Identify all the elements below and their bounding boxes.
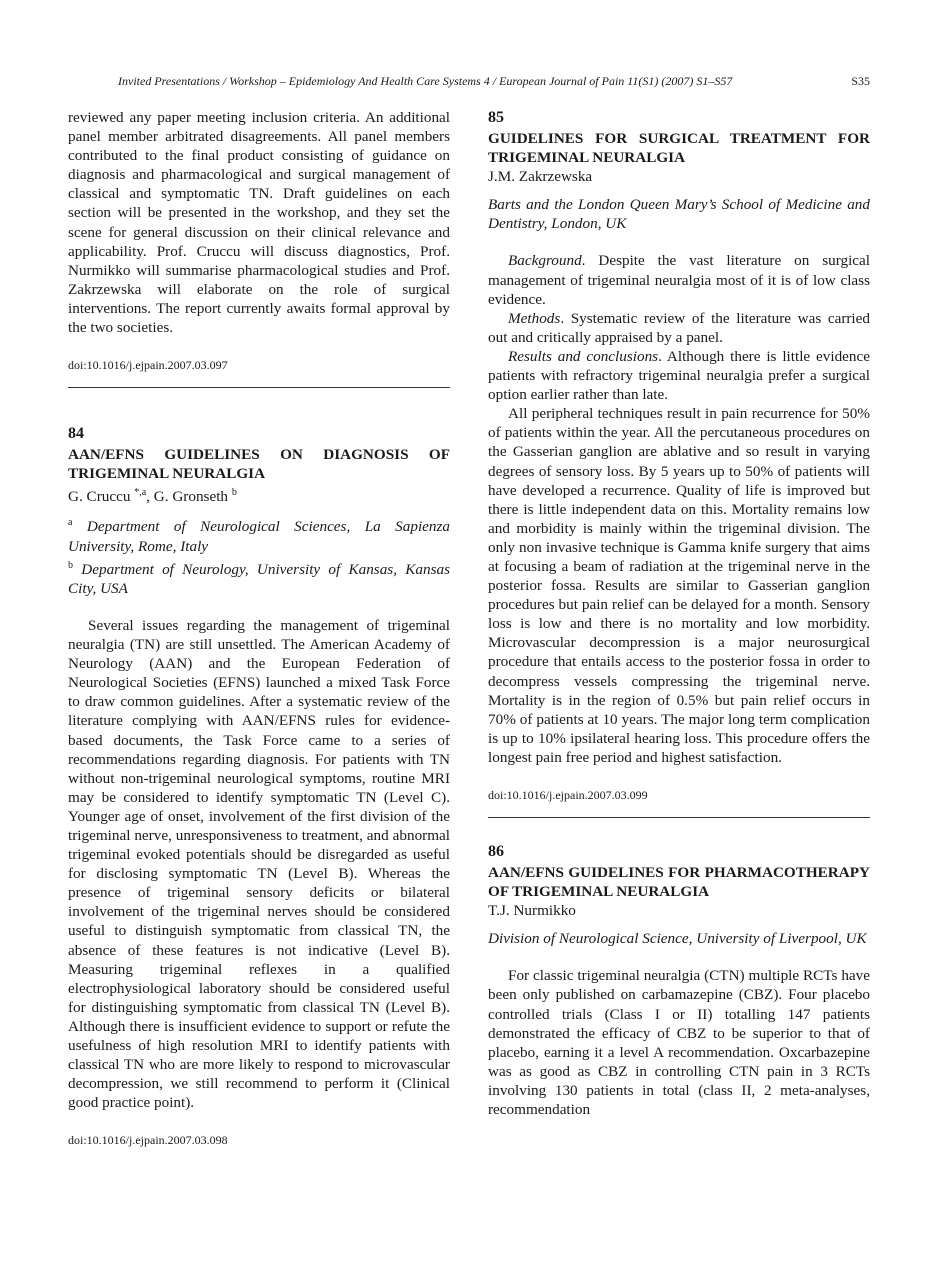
author-name: , G. Gronseth [146,488,229,506]
running-header [118,73,870,89]
doi-084: doi:10.1016/j.ejpain.2007.03.098 [68,1133,228,1148]
author-marks: b [231,487,237,499]
methods-text: . Systematic review of the literature was carried out and critically appraised by a panel. [488,309,870,346]
methods-paragraph [488,309,870,347]
doi-083: doi:10.1016/j.ejpain.2007.03.097 [68,358,228,373]
abstract-85 [488,108,870,818]
author-line [68,483,450,506]
section-divider [68,387,450,388]
author-line: T.J. Nurmikko [488,902,576,920]
section-divider [488,817,870,818]
abstract-number: 86 [488,843,504,860]
methods-label: Methods [508,309,561,327]
abstract-title: GUIDELINES FOR SURGICAL TREATMENT FOR TRIGEMINAL NEURALGIA [488,130,870,167]
affiliation-text: Department of Neurological Sciences, La Sapienza University, Rome, Italy [68,518,451,555]
background-text: . Despite the vast literature on surgical management of trigeminal neuralgia most of it is of low class evidence. [488,252,870,308]
affiliation-mark: b [68,559,73,571]
affiliation-b [68,556,450,598]
background-paragraph [488,251,870,308]
doi-085: doi:10.1016/j.ejpain.2007.03.099 [488,788,648,802]
background-label: Background [508,252,582,270]
abstract-title: AAN/EFNS GUIDELINES ON DIAGNOSIS OF TRIGEMINAL NEURALGIA [68,446,450,483]
affiliation-text: Department of Neurology, University of Kansas, Kansas City, USA [68,560,451,597]
right-column [488,108,870,1119]
results-paragraph [488,347,870,404]
author-name: G. Cruccu [68,488,131,506]
page-number: S35 [851,74,870,88]
abstract-body: All peripheral techniques result in pain recurrence for 50% of patients within the year. All the percutaneous procedures on the Gasserian ganglion are ablative and so result in varying degrees of sensory loss. By 5 years up to 50% of patients will have developed a recurrence. Quality of life is improved but there is little independent data on this. Mortality remains low and morbidity is mainly within the trigeminal division. The only non invasive technique is Gamma knife surgery that aims at focusing a beam of radiation at the trigeminal nerve in the posterior fossa. Results are similar to Gasserian ganglion procedures but pain relief can be delayed for a month. Sensory loss is low and there is no mortality and low morbidity. Microvascular decompression is a major neurosurgical procedure that entails access to the posterior fossa in order to decompress vessels compressing the trigeminal nerve. Mortality is in the region of 0.5% but pain relief occurs in 70% of patients at 10 years. The major long term complication is up to 10% ipsilateral hearing loss. This procedure offers the longest pain free period and highest satisfaction. [488,405,870,766]
results-label: Results and conclusions [508,347,659,365]
left-column [68,108,450,1148]
affiliation-a [68,513,450,555]
abstract-body: For classic trigeminal neuralgia (CTN) multiple RCTs have been only published on carbamazepine (CBZ). Four placebo controlled trials (Class I or II) totalling 147 patients demonstrated the efficacy of CBZ to be superior to that of placebo, earning it a level A recommendation. Oxcarbazepine was as good as CBZ in controlling CTN pain in 3 RCTs involving 130 patients in total (class II, 2 meta-analyses, recommendation [488,967,870,1119]
abstract-number: 85 [488,109,504,126]
continued-paragraph: reviewed any paper meeting inclusion criteria. An additional panel member arbitrated disagreements. All panel members contributed to the final product consisting of guidance on diagnosis and pharmacological and surgical management of classical and symptomatic TN. Draft guidelines on each section will be presented in the workshop, and they set the scene for general discussion on their clinical relevance and applicability. Prof. Cruccu will discuss diagnostics, Prof. Nurmikko will summarise pharmacological studies and Prof. Zakrzewska will elaborate on the role of surgical interventions. The report currently awaits formal approval by the two societies. [68,109,450,337]
abstract-title: AAN/EFNS GUIDELINES FOR PHARMACOTHERAPY OF TRIGEMINAL NEURALGIA [488,864,870,901]
author-line: J.M. Zakrzewska [488,168,593,186]
running-title: Invited Presentations / Workshop – Epidemiology And Health Care Systems 4 / European Journal of Pain 11(S1) (2007) S1–S57 [118,74,733,88]
abstract-86 [488,842,870,1119]
abstract-84 [68,424,450,1148]
abstract-number: 84 [68,425,84,443]
affiliation: Barts and the London Queen Mary’s School of Medicine and Dentistry, London, UK [488,196,870,233]
abstract-body: Several issues regarding the management of trigeminal neuralgia (TN) are still unsettled. The American Academy of Neurology (AAN) and the European Federation of Neurological Societies (EFNS) launched a mixed Task Force to draw common guidelines. After a systematic review of the literature complying with AAN/EFNS rules for evidence-based documents, the Task Force came to a series of recommendations regarding diagnosis. For patients with TN without non-trigeminal neurological symptoms, routine MRI may be considered to identify symptomatic TN (Level C). Younger age of onset, involvement of the first division of the trigeminal nerve, unresponsiveness to treatment, and abnormal trigeminal evoked potentials should be disregarded as useful for disclosing symptomatic TN (Level B). Whereas the presence of trigeminal sensory deficits or bilateral involvement of the trigeminal nerves should be considered useful to distinguish symptomatic from classical TN, the absence of these features is not indicative (Level B). Measuring trigeminal reflexes in a qualified electrophysiological laboratory should be considered useful for distinguishing symptomatic from classical TN (Level B). Although there is insufficient evidence to support or refute the usefulness of high resolution MRI to identify patients with classical TN who are more likely to respond to microvascular decompression, we still recommend to perform it (Clinical good practice point). [68,616,450,1112]
affiliation-mark: a [68,517,73,529]
author-marks: *,a [134,487,147,499]
affiliation: Division of Neurological Science, University of Liverpool, UK [488,930,867,948]
results-text: . Although there is little evidence patients with refractory trigeminal neuralgia prefer a surgical option earlier rather than late. [488,347,870,404]
